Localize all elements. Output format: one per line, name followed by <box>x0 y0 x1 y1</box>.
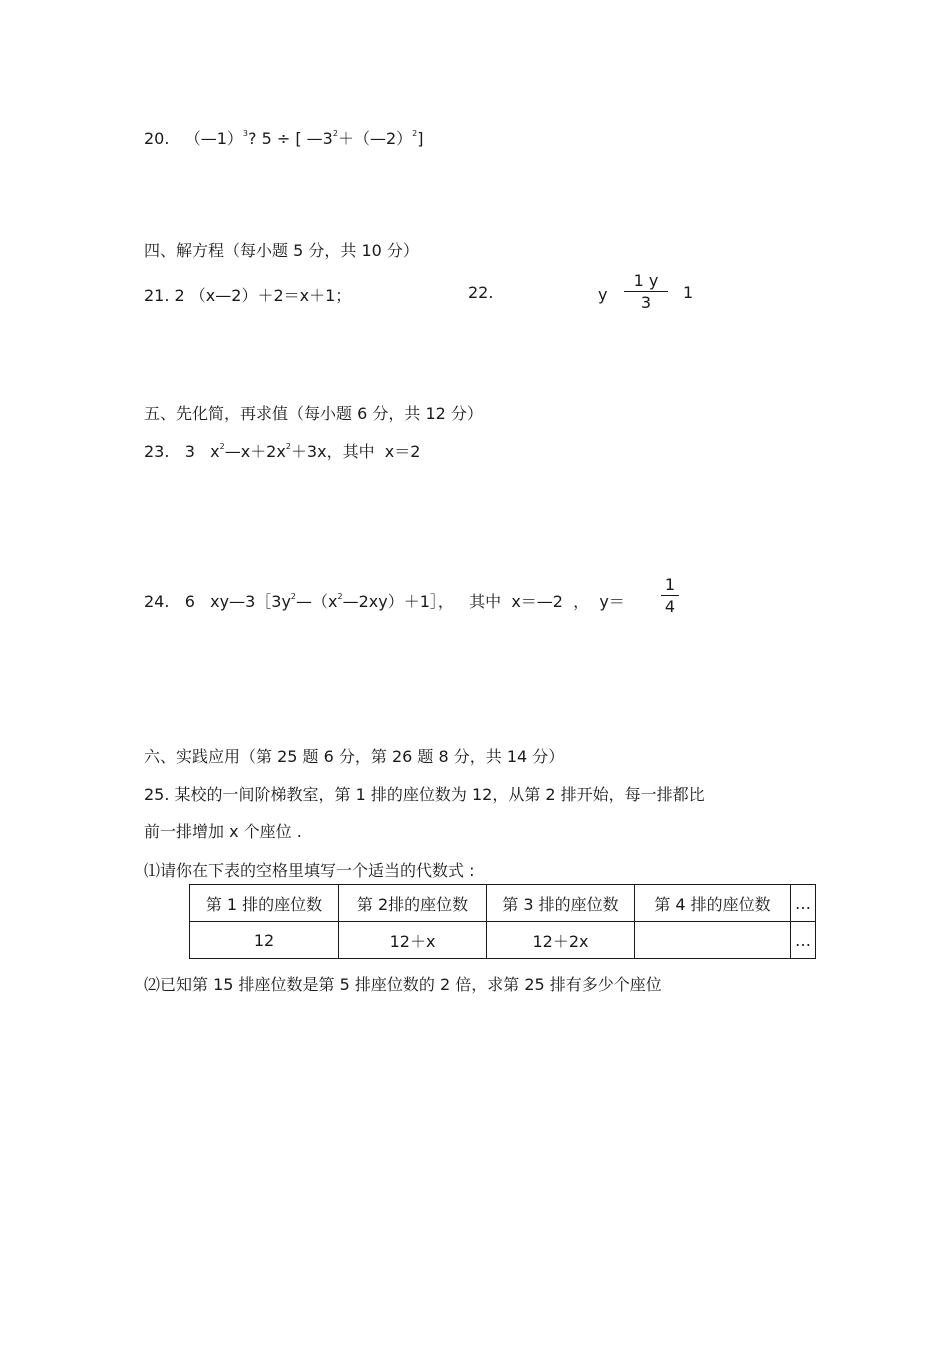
table-header-cell: … <box>791 885 816 922</box>
expr-part: ] <box>417 129 424 148</box>
question-22-fraction <box>624 271 668 314</box>
exponent: 2 <box>285 442 291 451</box>
table-cell: … <box>791 922 816 959</box>
question-24-fraction <box>661 575 679 618</box>
fraction-denominator: 4 <box>664 597 676 616</box>
table-header-cell: 第 2排的座位数 <box>339 885 487 922</box>
exponent: 2 <box>219 442 225 451</box>
section-5-title: 五、先化简，再求值（每小题 6 分，共 12 分） <box>144 404 483 423</box>
fraction-numerator: 1 y <box>633 271 659 290</box>
table-cell: 12＋2x <box>487 922 635 959</box>
question-25-line-1: 25. 某校的一间阶梯教室，第 1 排的座位数为 12，从第 2 排开始，每一排都比 <box>144 785 705 804</box>
question-22-lhs: y <box>598 285 608 304</box>
table-header-cell: 第 3 排的座位数 <box>487 885 635 922</box>
expr-part: —（x <box>296 592 338 611</box>
table-header-cell: 第 4 排的座位数 <box>635 885 791 922</box>
question-number: 20. <box>144 129 170 148</box>
question-20 <box>144 126 423 149</box>
expr-part: 24. 6 xy—3［3y <box>144 592 291 611</box>
table-row <box>190 922 816 959</box>
question-22-number: 22. <box>468 283 494 302</box>
fraction-numerator: 1 <box>664 575 676 594</box>
expr-part: —2xy）＋1］， 其中 x＝—2 ， y＝ <box>342 592 625 611</box>
expr-part: ? 5 ÷ [ —3 <box>248 129 333 148</box>
exponent: 2 <box>412 129 418 138</box>
exponent: 2 <box>332 129 338 138</box>
question-24 <box>144 589 625 612</box>
expr-part: （—1） <box>184 129 243 148</box>
section-6-title: 六、实践应用（第 25 题 6 分，第 26 题 8 分，共 14 分） <box>144 747 565 766</box>
section-4-title: 四、解方程（每小题 5 分，共 10 分） <box>144 241 419 260</box>
table-cell: 12＋x <box>339 922 487 959</box>
question-22-rhs: 1 <box>683 283 694 302</box>
fraction-denominator: 3 <box>640 293 652 312</box>
exponent: 3 <box>242 129 248 138</box>
question-25-part-1: ⑴请你在下表的空格里填写一个适当的代数式 : <box>144 861 475 880</box>
question-25-line-2: 前一排增加 x 个座位 . <box>144 822 302 841</box>
expr-part: ＋3x，其中 x＝2 <box>290 442 421 461</box>
question-25-part-2: ⑵已知第 15 排座位数是第 5 排座位数的 2 倍，求第 25 排有多少个座位 <box>144 975 662 994</box>
exponent: 2 <box>337 592 343 601</box>
expr-part: ＋（—2） <box>337 129 413 148</box>
question-23 <box>144 439 420 462</box>
table-header-row <box>190 885 816 922</box>
table-cell: 12 <box>190 922 339 959</box>
expr-part: —x＋2x <box>224 442 286 461</box>
expr-part: 23. 3 x <box>144 442 220 461</box>
exponent: 2 <box>290 592 297 601</box>
table-cell-blank[interactable] <box>635 922 791 959</box>
question-21: 21. 2 （x—2）＋2＝x＋1； <box>144 286 352 305</box>
seat-table <box>189 884 816 959</box>
table-header-cell: 第 1 排的座位数 <box>190 885 339 922</box>
